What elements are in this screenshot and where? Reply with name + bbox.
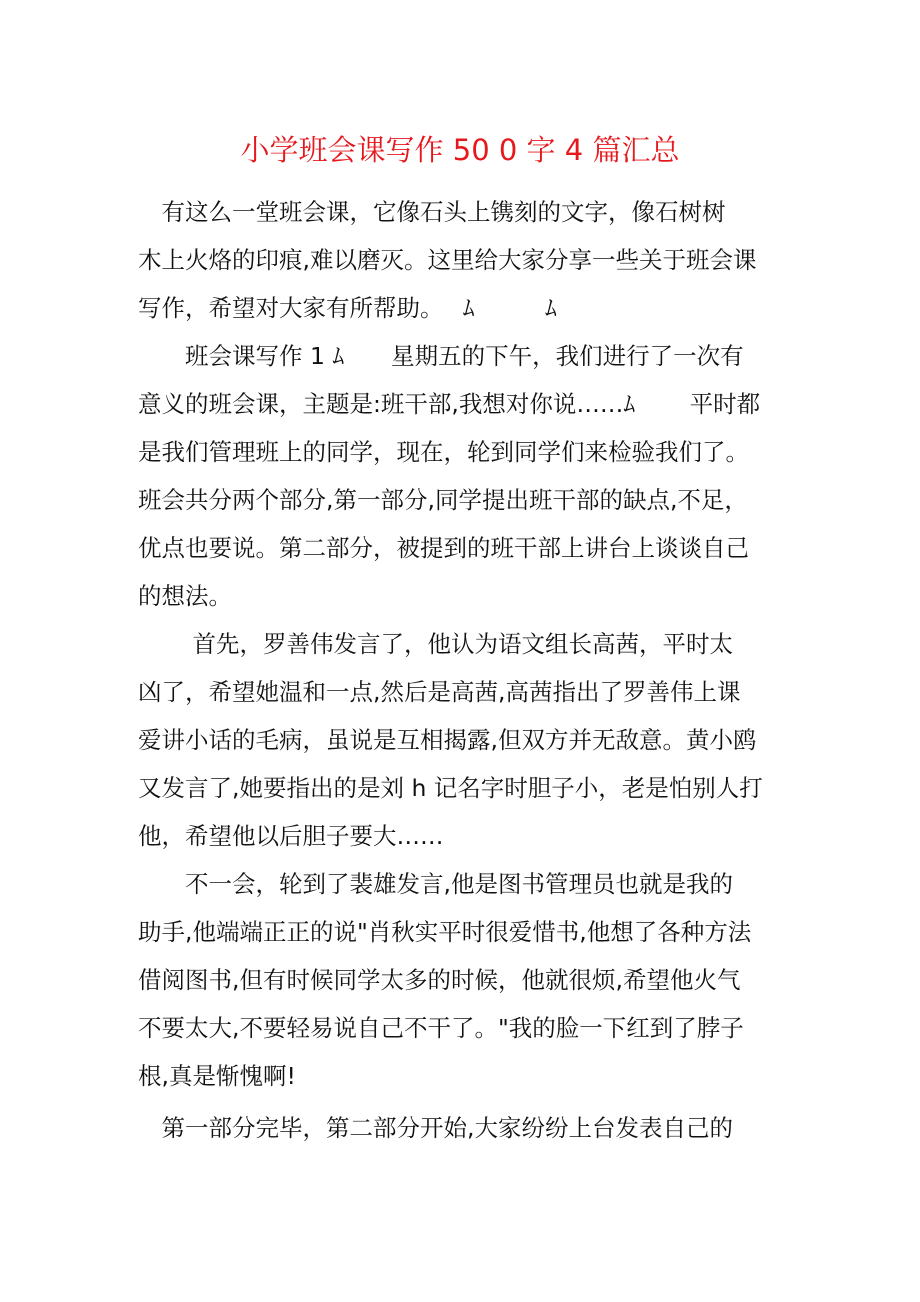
paragraph-line: 借阅图书,但有时候同学太多的时候，他就很烦,希望他火气	[138, 966, 741, 994]
paragraph-line: 有这么一堂班会课，它像石头上镌刻的文字，像石树树	[138, 198, 726, 226]
paragraph-line: 首先，罗善伟发言了，他认为语文组长高茜，平时太	[138, 630, 733, 658]
paragraph-line: 写作，希望对大家有所帮助。 ﾑ ﾑ	[138, 294, 557, 322]
paragraph-line: 凶了，希望她温和一点,然后是高茜,高茜指出了罗善伟上课	[138, 678, 741, 706]
paragraph-line: 意义的班会课，主题是:班干部,我想对你说……ﾑ 平时都	[138, 390, 761, 418]
paragraph-line: 优点也要说。第二部分，被提到的班干部上讲台上谈谈自己	[138, 534, 749, 562]
paragraph-line: 助手,他端端正正的说"肖秋实平时很爱惜书,他想了各种方法	[138, 918, 752, 946]
paragraph-line: 又发言了,她要指出的是刘 h 记名字时胆子小，老是怕别人打	[138, 774, 763, 802]
paragraph-line: 是我们管理班上的同学，现在，轮到同学们来检验我们了。	[138, 438, 749, 466]
paragraph-line: 第一部分完毕，第二部分开始,大家纷纷上台发表自己的	[138, 1114, 733, 1142]
document-title: 小学班会课写作 50 0 字 4 篇汇总	[240, 133, 680, 167]
paragraph-line: 根,真是惭愧啊!	[138, 1062, 296, 1090]
paragraph-line: 爱讲小话的毛病，虽说是互相揭露,但双方并无敌意。黄小鸥	[138, 726, 757, 754]
paragraph-line: 的想法。	[138, 582, 232, 610]
paragraph-line: 不一会，轮到了裴雄发言,他是图书管理员也就是我的	[138, 870, 733, 898]
paragraph-line: 木上火烙的印痕,难以磨灭。这里给大家分享一些关于班会课	[138, 246, 757, 274]
paragraph-line: 班会课写作 1 ﾑ 星期五的下午，我们进行了一次有	[138, 342, 744, 370]
paragraph-line: 他，希望他以后胆子要大……	[138, 822, 444, 850]
paragraph-line: 班会共分两个部分,第一部分,同学提出班干部的缺点,不足，	[138, 486, 748, 514]
paragraph-line: 不要太大,不要轻易说自己不干了。"我的脸一下红到了脖子	[138, 1014, 744, 1042]
